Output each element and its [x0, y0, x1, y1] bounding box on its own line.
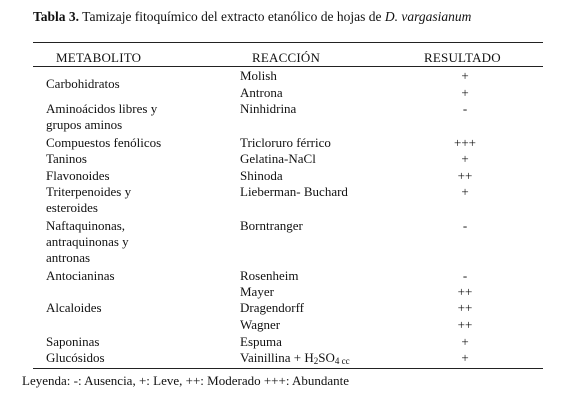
- reaction-antrona: Antrona: [240, 85, 283, 100]
- metabolite-fenolicos: Compuestos fenólicos: [46, 135, 162, 150]
- result-tricloruro: +++: [454, 135, 476, 150]
- header-reaccion: REACCIÓN: [252, 50, 321, 65]
- caption-label: Tabla 3.: [33, 9, 80, 24]
- header-resultado: RESULTADO: [424, 50, 501, 65]
- reaction-espuma: Espuma: [240, 334, 282, 349]
- reaction-lieberman: Lieberman- Buchard: [240, 184, 348, 199]
- result-borntranger: -: [462, 218, 468, 233]
- table-caption: [33, 9, 471, 25]
- metabolite-antocianinas: Antocianinas: [46, 268, 115, 283]
- metabolite-alcaloides: Alcaloides: [46, 300, 102, 315]
- vainillina-sub-2: 2: [313, 356, 319, 366]
- result-molish: +: [461, 68, 469, 83]
- metabolite-saponinas: Saponinas: [46, 334, 100, 349]
- metabolite-triterpenoides-line1: Triterpenoides y: [46, 184, 132, 199]
- reaction-vainillina: [240, 350, 350, 369]
- metabolite-flavonoides: Flavonoides: [46, 168, 110, 183]
- reaction-molish: Molish: [240, 68, 277, 83]
- header-metabolito: METABOLITO: [56, 50, 142, 65]
- reaction-gelatina: Gelatina-NaCl: [240, 151, 316, 166]
- metabolite-triterpenoides-line2: esteroides: [46, 200, 98, 215]
- vainillina-sub-4cc: 4 cc: [334, 356, 350, 366]
- metabolite-naftaquinonas-line1: Naftaquinonas,: [46, 218, 126, 233]
- caption-text: Tamizaje fitoquímico del extracto etanólico de hojas de: [79, 9, 385, 24]
- result-antrona: +: [461, 85, 469, 100]
- reaction-dragendorff: Dragendorff: [240, 300, 305, 315]
- result-rosenheim: -: [462, 268, 468, 283]
- header-rule: [33, 66, 543, 67]
- metabolite-taninos: Taninos: [46, 151, 87, 166]
- result-lieberman: +: [461, 184, 469, 199]
- result-mayer: ++: [457, 284, 473, 299]
- result-ninhidrina: -: [462, 101, 468, 116]
- reaction-wagner: Wagner: [240, 317, 281, 332]
- metabolite-carbohidratos: Carbohidratos: [46, 76, 120, 91]
- result-wagner: ++: [457, 317, 473, 332]
- vainillina-so: SO: [318, 350, 335, 365]
- result-gelatina: +: [461, 151, 469, 166]
- metabolite-aminoacidos-line2: grupos aminos: [46, 117, 123, 132]
- reaction-rosenheim: Rosenheim: [240, 268, 299, 283]
- caption-species: D. vargasianum: [384, 9, 472, 24]
- result-espuma: +: [461, 334, 469, 349]
- top-rule: [33, 42, 543, 43]
- table-legend: Leyenda: -: Ausencia, +: Leve, ++: Moderado +++: Abundante: [22, 373, 350, 388]
- reaction-mayer: Mayer: [240, 284, 274, 299]
- reaction-shinoda: Shinoda: [240, 168, 283, 183]
- metabolite-naftaquinonas-line3: antronas: [46, 250, 91, 265]
- result-dragendorff: ++: [457, 300, 473, 315]
- reaction-tricloruro: Tricloruro férrico: [240, 135, 331, 150]
- metabolite-glucosidos: Glucósidos: [46, 350, 105, 365]
- result-vainillina: +: [461, 350, 469, 365]
- metabolite-naftaquinonas-line2: antraquinonas y: [46, 234, 129, 249]
- result-shinoda: ++: [457, 168, 473, 183]
- reaction-borntranger: Borntranger: [240, 218, 303, 233]
- bottom-rule: [33, 368, 543, 369]
- reaction-ninhidrina: Ninhidrina: [240, 101, 297, 116]
- metabolite-aminoacidos-line1: Aminoácidos libres y: [46, 101, 158, 116]
- vainillina-text: Vainillina + H: [240, 350, 314, 365]
